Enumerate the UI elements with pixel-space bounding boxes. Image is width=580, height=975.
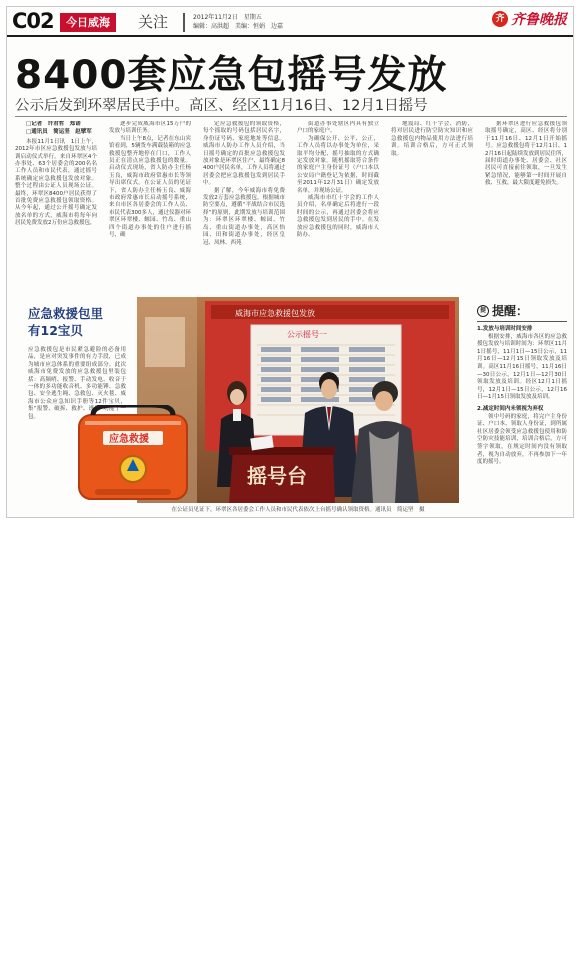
feature-title <box>28 305 103 339</box>
brand-logo <box>492 9 567 29</box>
kit-label: 应急救援 <box>109 434 149 445</box>
article-column-3 <box>203 121 285 299</box>
article-column-6 <box>485 121 567 299</box>
headline: 8400套应急包摇号发放 <box>15 53 448 98</box>
article-column-4 <box>297 121 379 299</box>
brand-icon: 齐 <box>492 11 508 27</box>
reminder-section-text: 领中号码的家庭，将完户主身份证、户口本、领取人身份证，到所属社区居委会领受应急救援包使用和防空防灾技能培训，培训合格后，方可签字领取。在规定时间内没有领取者，视为自动放弃，不再参加下一年度的摇号。 <box>477 413 567 466</box>
emergency-kit-illustration <box>75 405 193 503</box>
masthead-divider <box>183 13 185 32</box>
byline-reporters: □记者 许君哲 郑诺 <box>26 121 81 127</box>
emergency-kit-photo <box>75 405 193 503</box>
reminder-box <box>477 302 567 502</box>
article-column-5 <box>391 121 473 299</box>
article-paragraph: 为确保公开、公平、公正，工作人员将以办事处为单位，采取平均分配、摇号抽取的方式确定发放对象。随机摇取符合条件的家庭户主身份证号（户口本以公安局户籍登记为依据，时间截至2011年12月31日）确定发放名单，并现场公证。 <box>297 135 379 194</box>
page-number: C02 <box>12 9 54 33</box>
newspaper-page <box>6 6 574 518</box>
article-paragraph: 逐步完成威海市区15万户的发放与培训任务。 <box>109 121 191 135</box>
masthead <box>7 7 573 37</box>
headline-rule <box>15 116 567 117</box>
feature-title-line-1: 应急救援包里 <box>28 306 104 321</box>
subheadline: 公示后发到环翠居民手中。高区、经区11月16日、12月1日摇号 <box>15 98 428 114</box>
masthead-meta <box>193 13 283 31</box>
photo-caption: 在公证员见证下，环翠区各居委会工作人员和市民代表依次上台摇号确认领取资格。通讯员 简运坚 摄 <box>171 507 425 513</box>
editors-line: 编辑：高洪超 美编：恒娟 边嘉 <box>193 23 284 30</box>
byline <box>15 121 97 137</box>
article-paragraph: 本报11月1日讯 1日上午，2012年市区应急救援包发放与培训启动仪式举行。来自环翠区4个办事处、63个居委会的200名名工作人员和市民代表，通过摇号系统确定应急救援包发放对象。整个过程由公证人员现场公证。最终，环翠区8400户居民获得了首批免费应急救援包领取资格。从今年起，通过公开摇号确定发放名单的方式，威海市将每年向居民免费发放2万份应急救援包， <box>15 138 97 227</box>
reminder-section-heading: 2.减定时间内未领视为弃权 <box>477 405 544 412</box>
article-paragraph: 定应急救援包的领取资格，每个摇取的号码包括居民名字，身份证号码、家庭地址等信息。威海市人防办工作人员介绍，当日摇号确定的首批应急救援包发放对象是环翠区住户，最终确定8400户居民名单，工作人员将通过居委会把应急救援包发到居民手中。 <box>203 121 285 187</box>
reminder-section-heading: 1.发放与培训时间安排 <box>477 326 533 332</box>
reminder-icon: 提 <box>477 305 489 317</box>
podium-text: 摇号台 <box>247 464 307 488</box>
reminder-section <box>477 326 567 402</box>
article-paragraph: 据环翠区进行应急救援包领取摇号确定，高区、经区将分别于11月16日、12月1日开始摇号。应急救援包将于12月1日、12月16日起陆续发放到居民住所，届时街道办事处、居委会、社区居民可直接前往领取，一旦发生紧急情况，能够第一时间开展自救、互救，最大限度避免损失。 <box>485 121 567 187</box>
reminder-section <box>477 406 567 467</box>
article-paragraph: 地震局、红十字会、消防，将对居民进行防空防灾知识和应急救援包内物品使用方法进行培训。培训合格后，方可正式领取。 <box>391 121 473 157</box>
issue-date: 2012年11月2日 星期五 <box>193 14 262 21</box>
reminder-title: 提醒： <box>492 304 529 318</box>
article-paragraph: 据了解，今年威海市将免费发放2万套应急救援包。根据城市防空要点，遵循“平战结合市民选择”的原则，此期发放与培训范围为：环翠区环翠楼、鲸园、竹岛、重山街道办事处，高区怡园、田和街道办事处，经区皇冠、凤林、西苑 <box>203 187 285 246</box>
article-paragraph: 当日上午8点，记者在东山宾馆看到，5辆货车满载装箱的应急救援包整齐地停在门口，工作人员正在清点应急救援包的数量。启动仪式现场，省人防办主任杨玉良，威海市政府常惠市长等领导出席仪式。在公证人员的见证下，省人防办主任杨玉良、威海市政府常惠市长启动摇号系统，来自市区各居委会的工作人员、市民代表300多人，通过仪器对环翠区环翠楼、鲸园、竹岛、重山四个街道办事处的住户进行摇号，确 <box>109 135 191 239</box>
brand-name: 齐鲁晚报 <box>511 12 567 28</box>
wall-banner: 威海市应急救援包发放 <box>235 309 315 318</box>
reminder-header <box>477 302 567 322</box>
article-body <box>15 121 567 299</box>
article-paragraph: 威海市市红十字会的工作人员介绍，名单确定后将进行一段时间的公示，再通过居委会将应急救援包发到居民的手中。在发放应急救援包的同时，威海市人防办、 <box>297 195 379 239</box>
board-title: 公示摇号一 <box>287 330 327 339</box>
article-column-2 <box>109 121 191 299</box>
section-tag: 今日威海 <box>60 13 116 32</box>
article-column-1 <box>15 121 97 299</box>
feature-title-line-2: 有12宝贝 <box>28 323 83 338</box>
feature-text: 应急救援包是市民紧急避险的必备用品，是应对突发事件的有力手段，已成为城市应急体系的重要组成部分。此次威海市免费发放的应急救援包里装包括：高频哨、报警、手动发电、收音于一体的多功能收音机、多功能锤、急救包、安全逃生绳、急救包、灭火毯、威海市公众应急知识手册等12件宝贝，集“报警、破拆、救护、逃生”功能于一包。 <box>28 347 126 420</box>
reminder-section-text: 根据安排，威海市各区的应急救援包发放与培训时间为：环翠区11月1日摇号，11月1日—15日公示，11月16日—12月15日领取发放及培训。高区11月16日摇号，11月16日—30日公示，12月1日—12月30日领取发放及培训。经区12月1日摇号，12月1日—15日公示，12月16日—1月15日领取发放及培训。 <box>477 333 567 401</box>
sub-section-label: 关注 <box>138 13 169 31</box>
byline-correspondents: □通讯员 简运坚 赵擘军 <box>26 129 92 136</box>
article-paragraph: 街道办事处辖区内具有独立户口的家庭户。 <box>297 121 379 135</box>
